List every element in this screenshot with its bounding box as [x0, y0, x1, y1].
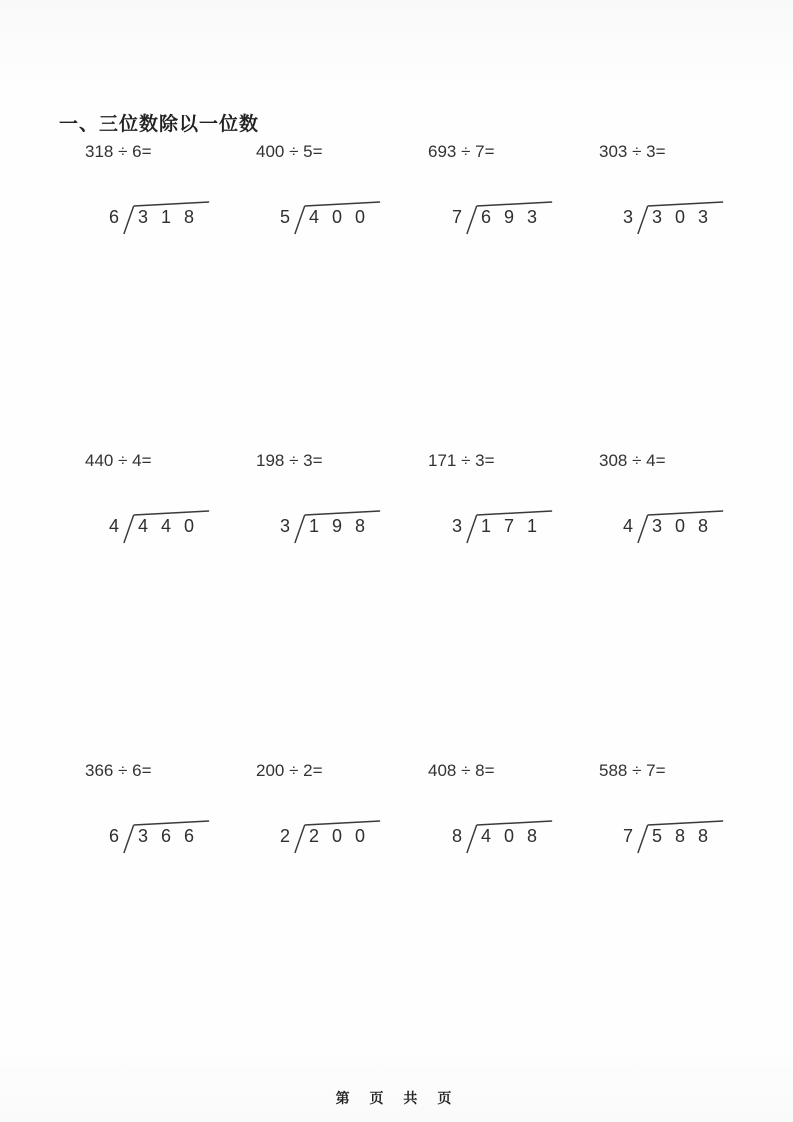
- divisor: 6: [109, 207, 120, 227]
- division-equation: 198 ÷ 3=: [256, 451, 323, 470]
- long-division-bracket-icon: [462, 200, 556, 236]
- dividend: 303: [652, 207, 722, 227]
- long-division: [623, 819, 727, 855]
- division-equation: 303 ÷ 3=: [599, 142, 666, 161]
- long-division-bracket-icon: [462, 509, 556, 545]
- long-division: [109, 509, 213, 545]
- dividend: 318: [138, 207, 208, 227]
- dividend: 693: [481, 207, 551, 227]
- long-division: [623, 200, 727, 236]
- dividend: 440: [138, 516, 208, 536]
- division-problem: [85, 450, 255, 580]
- division-problem: [256, 450, 426, 580]
- division-equation: 588 ÷ 7=: [599, 761, 666, 780]
- divisor: 3: [280, 516, 291, 536]
- long-division: [452, 200, 556, 236]
- long-division-bracket-icon: [119, 819, 213, 855]
- long-division: [280, 200, 384, 236]
- long-division-bracket-icon: [633, 509, 727, 545]
- division-problem: [256, 760, 426, 890]
- long-division: [280, 509, 384, 545]
- long-division-bracket-icon: [633, 819, 727, 855]
- divisor: 4: [623, 516, 634, 536]
- divisor: 4: [109, 516, 120, 536]
- long-division-bracket-icon: [633, 200, 727, 236]
- division-problem: [428, 141, 598, 271]
- division-problem: [599, 141, 769, 271]
- division-problem: [85, 760, 255, 890]
- division-equation: 171 ÷ 3=: [428, 451, 495, 470]
- division-problem: [428, 450, 598, 580]
- division-equation: 200 ÷ 2=: [256, 761, 323, 780]
- division-problem: [599, 450, 769, 580]
- dividend: 400: [309, 207, 379, 227]
- long-division: [623, 509, 727, 545]
- divisor: 3: [623, 207, 634, 227]
- division-problem: [599, 760, 769, 890]
- section-title: 一、三位数除以一位数: [59, 114, 260, 135]
- division-problem: [85, 141, 255, 271]
- page-footer: 第 页 共 页: [335, 1090, 458, 1106]
- division-equation: 400 ÷ 5=: [256, 142, 323, 161]
- dividend: 308: [652, 516, 722, 536]
- dividend: 588: [652, 826, 722, 846]
- divisor: 7: [623, 826, 634, 846]
- divisor: 5: [280, 207, 291, 227]
- division-problem: [256, 141, 426, 271]
- division-problem: [428, 760, 598, 890]
- long-division-bracket-icon: [119, 509, 213, 545]
- long-division-bracket-icon: [462, 819, 556, 855]
- division-equation: 308 ÷ 4=: [599, 451, 666, 470]
- division-equation: 366 ÷ 6=: [85, 761, 152, 780]
- long-division: [109, 819, 213, 855]
- long-division-bracket-icon: [290, 509, 384, 545]
- long-division: [280, 819, 384, 855]
- long-division: [109, 200, 213, 236]
- division-equation: 408 ÷ 8=: [428, 761, 495, 780]
- divisor: 6: [109, 826, 120, 846]
- long-division-bracket-icon: [290, 819, 384, 855]
- divisor: 8: [452, 826, 463, 846]
- dividend: 171: [481, 516, 551, 536]
- divisor: 3: [452, 516, 463, 536]
- division-equation: 318 ÷ 6=: [85, 142, 152, 161]
- long-division-bracket-icon: [119, 200, 213, 236]
- dividend: 200: [309, 826, 379, 846]
- divisor: 2: [280, 826, 291, 846]
- long-division: [452, 819, 556, 855]
- dividend: 408: [481, 826, 551, 846]
- divisor: 7: [452, 207, 463, 227]
- long-division: [452, 509, 556, 545]
- division-equation: 440 ÷ 4=: [85, 451, 152, 470]
- dividend: 366: [138, 826, 208, 846]
- long-division-bracket-icon: [290, 200, 384, 236]
- dividend: 198: [309, 516, 379, 536]
- division-equation: 693 ÷ 7=: [428, 142, 495, 161]
